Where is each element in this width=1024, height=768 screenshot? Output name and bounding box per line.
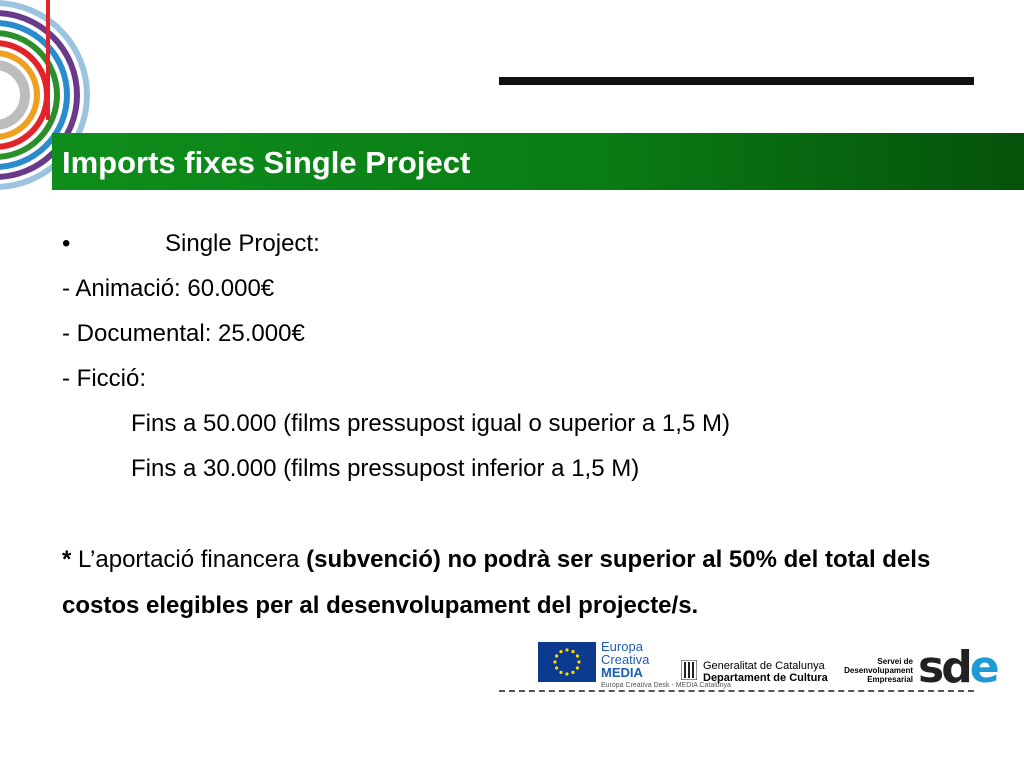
eu-flag-icon <box>538 642 596 682</box>
list-heading: Single Project: <box>165 230 320 257</box>
generalitat-logo-text <box>703 660 828 684</box>
list-item: - Documental: 25.000€ <box>62 320 305 347</box>
sde-caption-3: Empresarial <box>867 675 913 684</box>
logo-strip <box>538 639 997 693</box>
gen-line1: Generalitat de Catalunya <box>703 660 825 672</box>
generalitat-emblem-icon <box>681 660 697 680</box>
dashed-divider <box>499 690 974 692</box>
gen-line2: Departament de Cultura <box>703 672 828 684</box>
footnote-normal: L’aportació financera <box>71 546 307 573</box>
title-band <box>52 133 1024 190</box>
europa-line1: Europa <box>601 639 643 654</box>
footnote-asterisk: * <box>62 546 72 573</box>
sde-caption <box>843 657 913 684</box>
list-subitem: Fins a 30.000 (films pressupost inferior a 1,5 M) <box>131 455 640 482</box>
list-item: - Animació: 60.000€ <box>62 275 275 302</box>
list-item: - Ficció: <box>62 365 146 392</box>
sde-caption-2: Desenvolupament <box>844 666 913 675</box>
europa-media: MEDIA <box>601 665 643 680</box>
sde-caption-1: Servei de <box>877 657 913 666</box>
sde-letters: sd <box>918 642 970 693</box>
footnote-bold: (subvenció) no podrà ser superior al 50% del total dels costos elegibles per al desenvolupament del projecte/s. <box>62 546 931 619</box>
sde-e: e <box>969 642 997 693</box>
europa-small: Europa Creativa Desk - MEDIA Catalunya <box>601 682 731 689</box>
europa-line2: Creativa <box>601 652 650 667</box>
top-rule <box>499 77 974 85</box>
list-subitem: Fins a 50.000 (films pressupost igual o superior a 1,5 M) <box>131 410 730 437</box>
slide-title: Imports fixes Single Project <box>62 145 471 180</box>
footnote <box>62 537 972 629</box>
decorative-arcs <box>0 0 100 230</box>
bullet-marker: • <box>62 230 71 257</box>
sde-logo <box>918 642 997 693</box>
